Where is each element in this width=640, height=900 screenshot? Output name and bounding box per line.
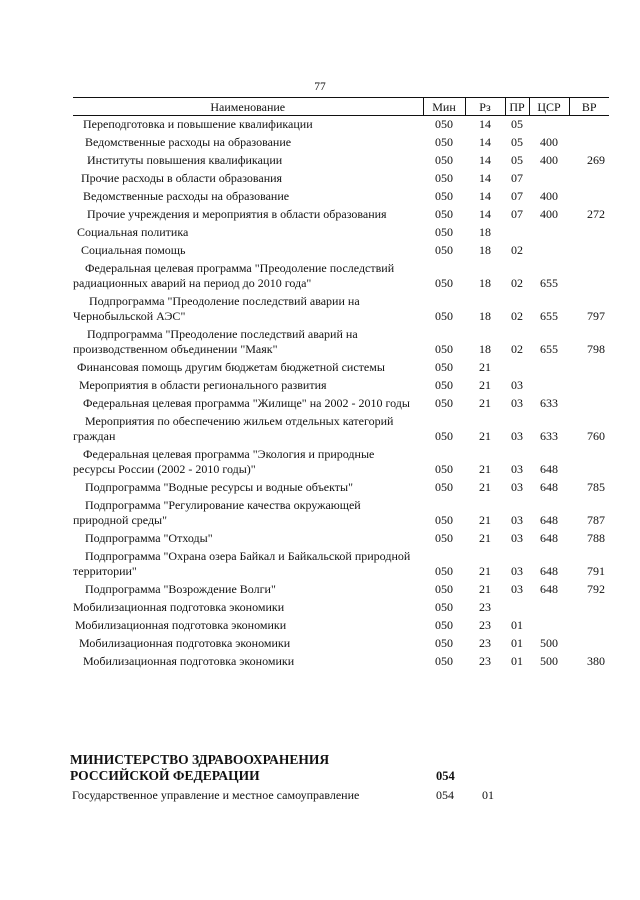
row-rz: 18 <box>479 309 491 323</box>
row-min: 050 <box>435 243 453 257</box>
header-name: Наименование <box>73 98 423 116</box>
row-pr: 05 <box>511 117 523 131</box>
row-name: Мобилизационная подготовка экономики <box>75 618 287 632</box>
row-name: Мероприятия по обеспечению жильем отдельных категорий граждан <box>73 414 394 443</box>
row-pr: 05 <box>511 135 523 149</box>
row-pr: 01 <box>511 654 523 668</box>
row-vr <box>569 134 609 152</box>
row-rz: 18 <box>479 342 491 356</box>
row-rz: 21 <box>479 396 491 410</box>
table-row <box>73 395 609 413</box>
row-min: 050 <box>435 480 453 494</box>
row-csr: 648 <box>540 462 558 476</box>
row-pr: 03 <box>511 462 523 476</box>
row-min: 050 <box>435 225 453 239</box>
row-name: Ведомственные расходы на образование <box>83 189 290 203</box>
row-name: Государственное управление и местное самоуправление <box>72 788 360 802</box>
header-pr: ПР <box>505 98 529 116</box>
row-rz: 21 <box>479 360 491 374</box>
row-pr: 03 <box>511 531 523 545</box>
row-csr: 655 <box>540 309 558 323</box>
row-vr: 272 <box>587 207 605 221</box>
row-rz: 18 <box>479 276 491 290</box>
row-rz: 21 <box>479 513 491 527</box>
row-vr <box>569 617 609 635</box>
row-min: 050 <box>435 582 453 596</box>
row-min: 050 <box>435 462 453 476</box>
row-name: Прочие учреждения и мероприятия в области образования <box>87 207 387 221</box>
row-min: 050 <box>435 531 453 545</box>
row-vr <box>569 242 609 260</box>
row-name: Мобилизационная подготовка экономики <box>83 654 295 668</box>
row-rz: 14 <box>479 171 491 185</box>
table-row <box>73 599 609 617</box>
row-name: Подпрограмма "Отходы" <box>85 531 213 545</box>
row-vr: 269 <box>587 153 605 167</box>
header-rz: Рз <box>465 98 505 116</box>
row-name: Прочие расходы в области образования <box>81 171 283 185</box>
ministry-title: МИНИСТЕРСТВО ЗДРАВООХРАНЕНИЯ РОССИЙСКОЙ ФЕДЕРАЦИИ <box>70 752 330 783</box>
row-rz: 14 <box>479 135 491 149</box>
row-rz: 14 <box>479 189 491 203</box>
row-csr: 655 <box>540 276 558 290</box>
row-rz: 18 <box>479 243 491 257</box>
row-csr <box>529 242 569 260</box>
row-vr <box>569 599 609 617</box>
row-rz: 21 <box>479 429 491 443</box>
row-name: Мероприятия в области регионального развития <box>79 378 327 392</box>
row-csr: 648 <box>540 531 558 545</box>
row-vr: 760 <box>587 429 605 443</box>
row-vr: 787 <box>587 513 605 527</box>
header-min: Мин <box>423 98 465 116</box>
row-csr: 500 <box>540 654 558 668</box>
row-name: Институты повышения квалификации <box>87 153 283 167</box>
table-row <box>73 479 609 497</box>
row-csr: 400 <box>540 135 558 149</box>
row-name: Социальная политика <box>77 225 189 239</box>
row-vr <box>569 359 609 377</box>
row-min: 050 <box>435 600 453 614</box>
row-pr: 07 <box>511 189 523 203</box>
row-vr: 788 <box>587 531 605 545</box>
row-csr: 633 <box>540 396 558 410</box>
row-csr <box>529 170 569 188</box>
row-min: 050 <box>435 513 453 527</box>
row-rz: 23 <box>479 654 491 668</box>
row-pr <box>505 599 529 617</box>
row-csr <box>529 377 569 395</box>
row-name: Подпрограмма "Охрана озера Байкал и Байкальской природной территории" <box>73 549 411 578</box>
table-row <box>73 635 609 653</box>
row-rz: 14 <box>479 207 491 221</box>
row-rz: 23 <box>479 600 491 614</box>
row-name: Подпрограмма "Преодоление последствий аварии на Чернобыльской АЭС" <box>73 294 360 323</box>
row-csr: 400 <box>540 189 558 203</box>
row-min: 050 <box>435 153 453 167</box>
row-csr: 648 <box>540 480 558 494</box>
row-rz: 14 <box>479 153 491 167</box>
table-row <box>73 242 609 260</box>
row-pr: 02 <box>511 276 523 290</box>
row-min: 050 <box>435 207 453 221</box>
table-row <box>73 359 609 377</box>
row-csr <box>529 224 569 242</box>
row-csr: 648 <box>540 582 558 596</box>
row-pr <box>505 224 529 242</box>
table-row <box>73 224 609 242</box>
row-vr: 798 <box>587 342 605 356</box>
row-vr <box>569 224 609 242</box>
table-row <box>73 293 609 326</box>
table-row <box>70 788 610 804</box>
table-row <box>73 170 609 188</box>
table-row <box>73 617 609 635</box>
table-body <box>73 116 609 672</box>
row-csr <box>529 617 569 635</box>
row-rz: 21 <box>479 531 491 545</box>
row-min: 050 <box>435 636 453 650</box>
row-name: Федеральная целевая программа "Экология и природные ресурсы России (2002 - 2010 годы)" <box>73 447 375 476</box>
row-rz: 21 <box>479 480 491 494</box>
row-rz: 21 <box>479 564 491 578</box>
table-row <box>73 497 609 530</box>
row-min: 050 <box>435 342 453 356</box>
table-row <box>73 413 609 446</box>
row-csr: 400 <box>540 207 558 221</box>
row-rz: 21 <box>479 462 491 476</box>
row-vr: 785 <box>587 480 605 494</box>
row-vr <box>569 446 609 479</box>
row-rz: 23 <box>479 636 491 650</box>
row-min: 050 <box>435 309 453 323</box>
row-pr: 02 <box>511 342 523 356</box>
row-pr: 07 <box>511 171 523 185</box>
row-rz: 18 <box>479 225 491 239</box>
row-rz: 14 <box>479 117 491 131</box>
table-row <box>73 326 609 359</box>
row-name: Социальная помощь <box>81 243 186 257</box>
row-csr: 655 <box>540 342 558 356</box>
header-csr: ЦСР <box>529 98 569 116</box>
row-vr <box>569 170 609 188</box>
row-vr <box>569 395 609 413</box>
table-row <box>73 260 609 293</box>
row-vr <box>569 260 609 293</box>
row-name: Федеральная целевая программа "Преодоление последствий радиационных аварий на период до 2010 года" <box>73 261 395 290</box>
budget-table <box>73 97 609 671</box>
row-name: Мобилизационная подготовка экономики <box>73 600 285 614</box>
row-min: 050 <box>435 654 453 668</box>
row-min: 050 <box>435 171 453 185</box>
table-row <box>73 377 609 395</box>
row-vr: 380 <box>587 654 605 668</box>
row-pr: 03 <box>511 480 523 494</box>
row-vr <box>569 635 609 653</box>
row-vr <box>569 377 609 395</box>
row-name: Мобилизационная подготовка экономики <box>79 636 291 650</box>
row-name: Ведомственные расходы на образование <box>85 135 292 149</box>
table-row <box>73 134 609 152</box>
row-pr: 07 <box>511 207 523 221</box>
row-pr: 01 <box>511 618 523 632</box>
row-vr: 791 <box>587 564 605 578</box>
row-pr: 03 <box>511 396 523 410</box>
row-min: 050 <box>435 564 453 578</box>
row-rz: 23 <box>479 618 491 632</box>
row-vr: 797 <box>587 309 605 323</box>
page-number: 77 <box>314 81 326 93</box>
row-name: Подпрограмма "Возрождение Волги" <box>85 582 276 596</box>
header-vr: ВР <box>569 98 609 116</box>
table-row <box>73 548 609 581</box>
row-csr <box>529 116 569 135</box>
row-rz: 01 <box>482 788 494 802</box>
row-csr: 500 <box>540 636 558 650</box>
row-rz: 21 <box>479 582 491 596</box>
row-name: Подпрограмма "Регулирование качества окружающей природной среды" <box>73 498 361 527</box>
row-min: 050 <box>435 396 453 410</box>
row-pr: 03 <box>511 582 523 596</box>
row-pr: 03 <box>511 429 523 443</box>
row-name: Финансовая помощь другим бюджетам бюджетной системы <box>77 360 385 374</box>
row-pr: 02 <box>511 243 523 257</box>
table-row <box>73 446 609 479</box>
row-csr: 400 <box>540 153 558 167</box>
row-pr: 03 <box>511 378 523 392</box>
row-min: 050 <box>435 618 453 632</box>
table-row <box>73 188 609 206</box>
row-rz: 21 <box>479 378 491 392</box>
row-vr <box>569 116 609 135</box>
row-csr: 633 <box>540 429 558 443</box>
row-csr <box>529 359 569 377</box>
table-row <box>73 653 609 671</box>
table-row <box>73 530 609 548</box>
row-min: 050 <box>435 135 453 149</box>
table-row <box>73 152 609 170</box>
row-csr <box>529 599 569 617</box>
row-min: 050 <box>435 360 453 374</box>
row-pr: 03 <box>511 513 523 527</box>
row-csr: 648 <box>540 564 558 578</box>
row-pr: 03 <box>511 564 523 578</box>
row-min: 054 <box>436 788 454 802</box>
table-row <box>73 116 609 135</box>
row-min: 050 <box>435 378 453 392</box>
ministry-section <box>70 752 610 804</box>
row-name: Подпрограмма "Водные ресурсы и водные объекты" <box>85 480 353 494</box>
row-vr: 792 <box>587 582 605 596</box>
table-row <box>73 581 609 599</box>
row-vr <box>569 188 609 206</box>
row-pr: 01 <box>511 636 523 650</box>
row-pr: 02 <box>511 309 523 323</box>
table-header <box>73 98 609 116</box>
ministry-code: 054 <box>436 769 455 783</box>
row-csr: 648 <box>540 513 558 527</box>
row-pr: 05 <box>511 153 523 167</box>
row-min: 050 <box>435 429 453 443</box>
row-pr <box>505 359 529 377</box>
row-min: 050 <box>435 117 453 131</box>
row-name: Переподготовка и повышение квалификации <box>83 117 313 131</box>
row-min: 050 <box>435 189 453 203</box>
table-row <box>73 206 609 224</box>
row-name: Федеральная целевая программа "Жилище" на 2002 - 2010 годы <box>83 396 410 410</box>
row-min: 050 <box>435 276 453 290</box>
row-name: Подпрограмма "Преодоление последствий аварий на производственном объединении "Маяк" <box>73 327 358 356</box>
